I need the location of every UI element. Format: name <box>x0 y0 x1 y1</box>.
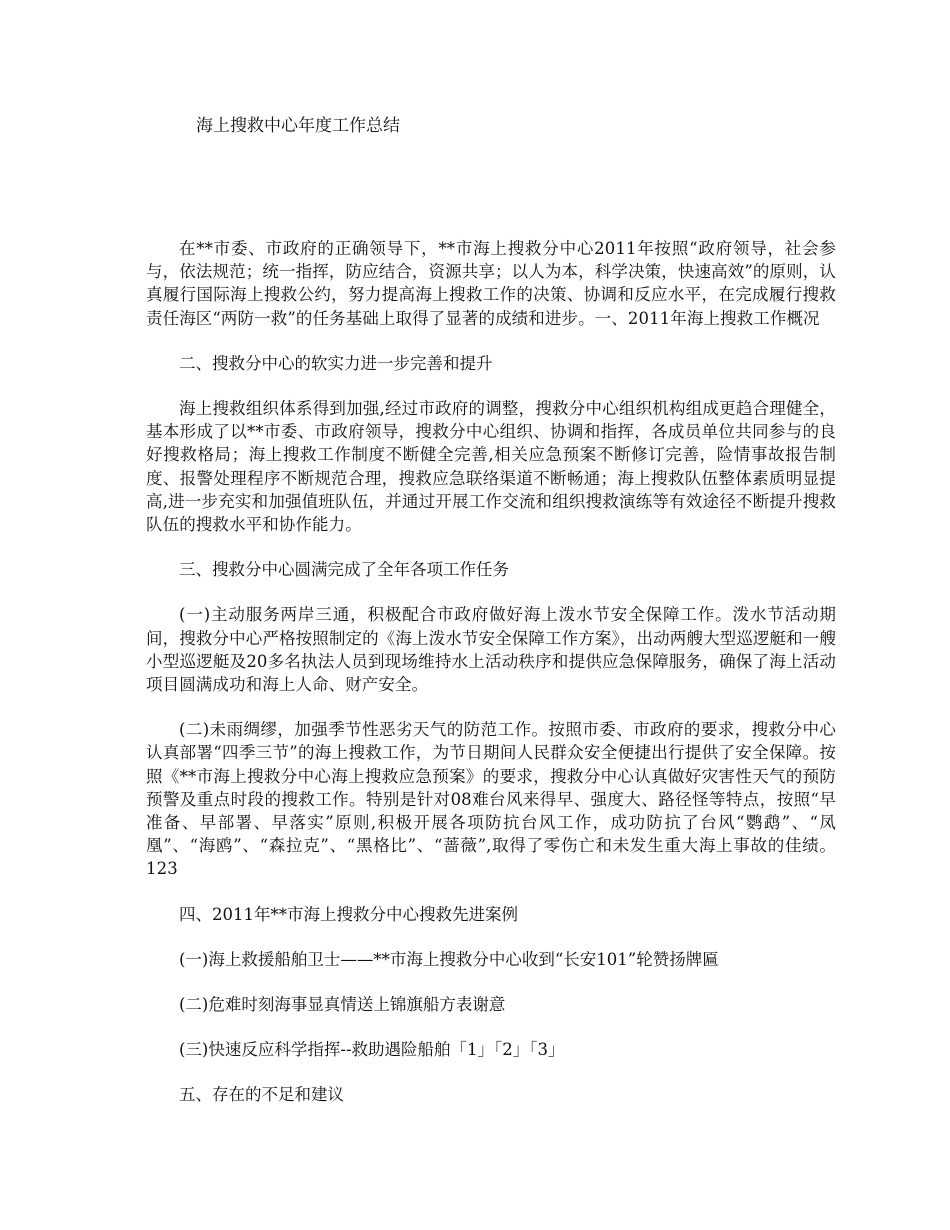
document-title: 海上搜救中心年度工作总结 <box>196 116 400 136</box>
case-item-1: (一)海上救援船舶卫士——**市海上搜救分中心收到“长安101”轮赞扬牌匾 <box>179 949 719 969</box>
case-item-3: (三)快速反应科学指挥--救助遇险船舶「1」「2」「3」 <box>179 1040 565 1060</box>
document-body <box>146 237 836 1107</box>
paragraph-section2: 海上搜救组织体系得到加强,经过市政府的调整，搜救分中心组织机构组成更趋合理健全，基本形成了以**市委、市政府领导，搜救分中心组织、协调和指挥，各成员单位共同参与的良好搜救格局；海上搜救工作制度不断健全完善,相关应急预案不断修订完善，险情事故报告制度、报警处理程序不断规范合理，搜救应急联络渠道不断畅通；海上搜救队伍整体素质明显提高,进一步充实和加强值班队伍，并通过开展工作交流和组织搜救演练等有效途径不断提升搜救队伍的搜救水平和协作能力。 <box>146 399 836 535</box>
paragraph-section3-item2: (二)未雨绸缪，加强季节性恶劣天气的防范工作。按照市委、市政府的要求，搜救分中心认真部署“四季三节”的海上搜救工作，为节日期间人民群众安全便捷出行提供了安全保障。按照《**市海上搜救分中心海上搜救应急预案》的要求，搜救分中心认真做好灾害性天气的预防预警及重点时段的搜救工作。特别是针对08难台风来得早、强度大、路径怪等特点，按照“早准备、早部署、早落实”原则,积极开展各项防抗台风工作，成功防抗了台风“鹦鹉”、“凤凰”、“海鸥”、“森拉克”、“黑格比”、“蔷薇”,取得了零伤亡和未发生重大海上事故的佳绩。123 <box>146 720 836 879</box>
section-heading-5: 五、存在的不足和建议 <box>179 1085 344 1105</box>
paragraph-intro: 在**市委、市政府的正确领导下，**市海上搜救分中心2011年按照“政府领导，社会参与，依法规范；统一指挥，防应结合，资源共享；以人为本，科学决策，快速高效”的原则，认真履行国际海上搜救公约，努力提高海上搜救工作的决策、协调和反应水平，在完成履行搜救责任海区“两防一救”的任务基础上取得了显著的成绩和进步。一、2011年海上搜救工作概况 <box>146 239 836 328</box>
case-item-2: (二)危难时刻海事显真情送上锦旗船方表谢意 <box>179 995 506 1015</box>
section-heading-4: 四、2011年**市海上搜救分中心搜救先进案例 <box>179 904 518 924</box>
section-heading-3: 三、搜救分中心圆满完成了全年各项工作任务 <box>179 560 509 580</box>
paragraph-section3-item1: (一)主动服务两岸三通，积极配合市政府做好海上泼水节安全保障工作。泼水节活动期间，搜救分中心严格按照制定的《海上泼水节安全保障工作方案》，出动两艘大型巡逻艇和一艘小型巡逻艇及20多名执法人员到现场维持水上活动秩序和提供应急保障服务，确保了海上活动项目圆满成功和海上人命、财产安全。 <box>146 605 836 695</box>
section-heading-2: 二、搜救分中心的软实力进一步完善和提升 <box>179 353 493 373</box>
